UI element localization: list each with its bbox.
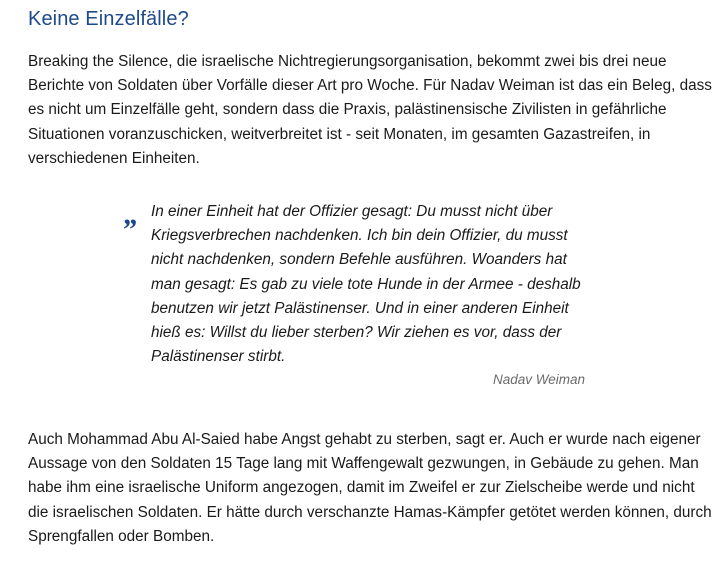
quote-text: In einer Einheit hat der Offizier gesagt: Du musst nicht über Kriegsverbrechen nachdenken. Ich bin dein Offizier, du musst nicht nachdenken, sondern Befehle ausführen. Woanders hat man gesagt: Es gab zu viele tote Hunde in der Armee - deshalb benutzen wir jetzt Palästinenser. Und in einer anderen Einheit hieß es: Willst du lieber sterben? Wir ziehen es vor, dass der Palästinenser stirbt. (151, 203, 581, 366)
paragraph-intro: Breaking the Silence, die israelische Nichtregierungsorganisation, bekommt zwei bis drei neue Berichte von Soldaten über Vorfälle dieser Art pro Woche. Für Nadav Weiman ist das ein Beleg, dass es nicht um Einzelfälle geht, sondern dass die Praxis, palästinensische Zivilisten in gefährliche Situationen voranzuschicken, weitverbreitet ist - seit Monaten, im gesamten Gazastreifen, in verschiedenen Einheiten. (28, 53, 712, 167)
section-heading: Keine Einzelfälle? (28, 8, 189, 30)
quote-author: Nadav Weiman (492, 372, 585, 387)
paragraph-testimony: Auch Mohammad Abu Al-Saied habe Angst gehabt zu sterben, sagt er. Auch er wurde nach eigener Aussage von den Soldaten 15 Tage lang mit Waffengewalt gezwungen, in Gebäude zu gehen. Man habe ihm eine israelische Uniform angezogen, damit im Zweifel er zur Zielscheibe werde und nicht die israelischen Soldaten. Er hätte durch verschanzte Hamas-Kämpfer getötet werden können, durch Sprengfallen oder Bomben. (28, 431, 712, 545)
quote-mark-icon: „ (124, 198, 139, 231)
